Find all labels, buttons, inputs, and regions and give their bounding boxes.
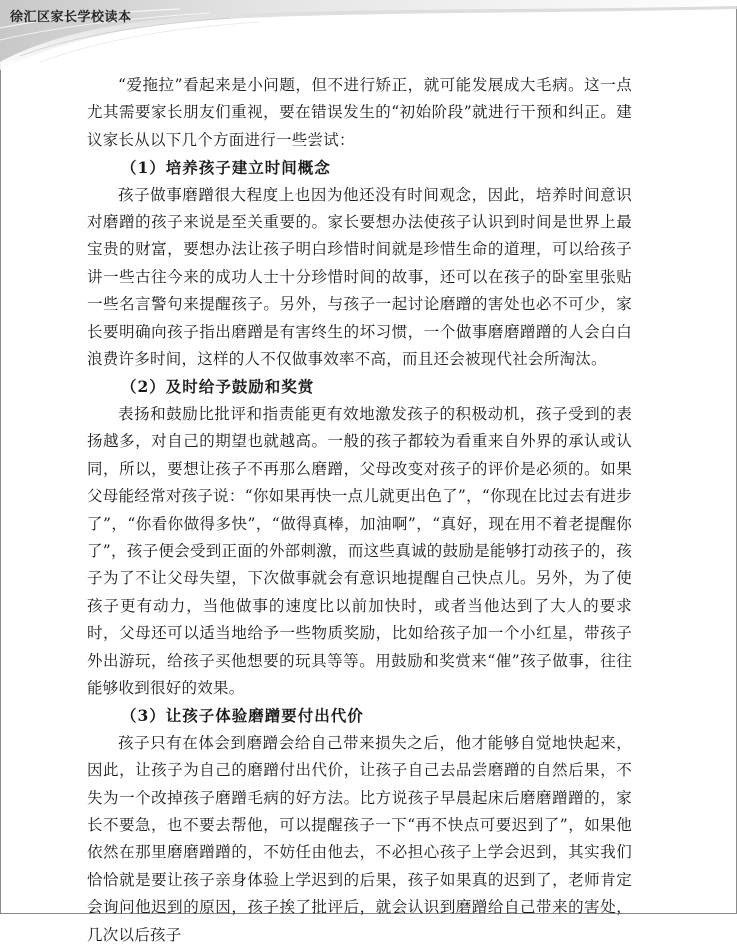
section-heading-1: （1）培养孩子建立时间概念: [121, 158, 331, 178]
header-title: 徐汇区家长学校读本: [10, 10, 132, 25]
intro-paragraph: “爱拖拉”看起来是小问题，但不进行矫正，就可能发展成大毛病。这一点尤其需要家长朋友们重视，要在错误发生的“初始阶段”就进行干预和纠正。建议家长从以下几个方面进行一些尝试：: [87, 76, 632, 149]
section-paragraph-2: 表扬和鼓励比批评和指责能更有效地激发孩子的积极动机，孩子受到的表扬越多，对自己的期望也就越高。一般的孩子都较为看重来自外界的承认或认同，所以，要想让孩子不再那么磨蹭，父母改变对孩子的评价是必须的。如果父母能经常对孩子说：“你如果再快一点儿就更出色了”，“你现在比过去有进步了”，“你看你做得多快”，“做得真棒，加油啊”，“真好，现在用不着老提醒你了”，孩子便会受到正面的外部刺激，而这些真诚的鼓励是能够打动孩子的，孩子为了不让父母失望，下次做事就会有意识地提醒自己快点儿。另外，为了使孩子更有动力，当他做事的速度比以前加快时，或者当他达到了大人的要求时，父母还可以适当地给予一些物质奖励，比如给孩子加一个小红星，带孩子外出游玩，给孩子买他想要的玩具等等。用鼓励和奖赏来“催”孩子做事，往往能够收到很好的效果。: [87, 404, 632, 697]
section-heading-2: （2）及时给予鼓励和奖赏: [121, 377, 315, 397]
section-heading-3: （3）让孩子体验磨蹭要付出代价: [121, 706, 364, 726]
page-header: [0, 0, 737, 72]
section-paragraph-3: 孩子只有在体会到磨蹭会给自己带来损失之后，他才能够自觉地快起来，因此，让孩子为自己的磨蹭付出代价，让孩子自己去品尝磨蹭的自然后果，不失为一个改掉孩子磨蹭毛病的好方法。比方说孩子早晨起床后磨磨蹭蹭的，家长不要急，也不要去帮他，可以提醒孩子一下“再不快点可要迟到了”，如果他依然在那里磨磨蹭蹭的，不妨任由他去，不必担心孩子上学会迟到，其实我们恰恰就是要让孩子亲身体验上学迟到的后果，孩子如果真的迟到了，老师肯定会询问他迟到的原因，孩子挨了批评后，就会认识到磨蹭给自己带来的害处，几次以后孩子: [87, 733, 632, 944]
section-paragraph-1: 孩子做事磨蹭很大程度上也因为他还没有时间观念，因此，培养时间意识对磨蹭的孩子来说是至关重要的。家长要想办法使孩子认识到时间是世界上最宝贵的财富，要想办法让孩子明白珍惜时间就是珍惜生命的道理，可以给孩子讲一些古往今来的成功人士十分珍惜时间的故事，还可以在孩子的卧室里张贴一些名言警句来提醒孩子。另外，与孩子一起讨论磨蹭的害处也必不可少，家长要明确向孩子指出磨蹭是有害终生的坏习惯，一个做事磨磨蹭蹭的人会白白浪费许多时间，这样的人不仅做事效率不高，而且还会被现代社会所淘汰。: [87, 185, 632, 369]
page-body: [87, 72, 632, 949]
